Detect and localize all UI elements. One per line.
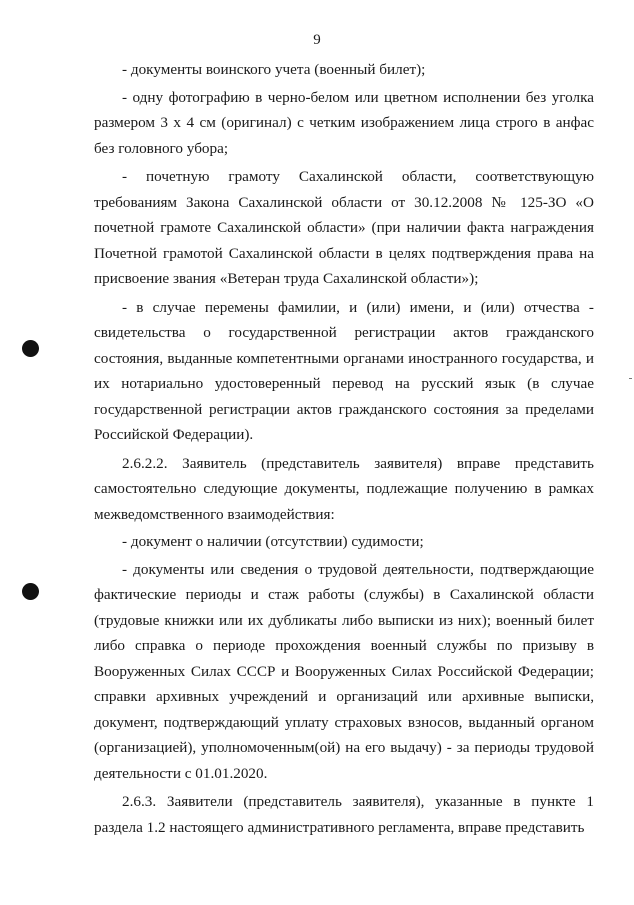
paragraph-photo: - одну фотографию в черно-белом или цветном исполнении без уголка размером 3 х 4 см (оригинал) с четким изображением лица строго в анфас без головного убора; [94,88,594,157]
paragraph-2-6-2-2: 2.6.2.2. Заявитель (представитель заявителя) вправе представить самостоятельно следующие документы, подлежащие получению в рамках межведомственного взаимодействия: [94,454,594,523]
paragraph-military-documents: - документы воинского учета (военный билет); [122,61,426,78]
punch-hole-mark [22,340,39,357]
paragraph-name-change: - в случае перемены фамилии, и (или) имени, и (или) отчества - свидетельства о государственной регистрации актов гражданского состояния, выданные компетентными органами иностранного государства, и их нотариально удостоверенный перевод на русский язык (в случае государственной регистрации актов гражданского состояния за пределами Российской Федерации). [94,298,594,443]
page-number: 9 [313,32,321,48]
paragraph-work-documents: - документы или сведения о трудовой деятельности, подтверждающие фактические периоды и стаж работы (службы) в Сахалинской области (трудовые книжки или их дубликаты либо выписки из них); военный билет либо справка о периоде прохождения военный службы по призыву в Вооруженных Силах СССР и Вооруженных Силах Российской Федерации; справки архивных учреждений и организаций или архивные выписки, документ, подтверждающий уплату страховых взносов, выданный органом (организацией), уполномоченным(ой) на его выдачу) - за периоды трудовой деятельности с 01.01.2020. [94,560,594,782]
punch-hole-mark [22,583,39,600]
paragraph-criminal-record: - документ о наличии (отсутствии) судимости; [122,533,424,550]
paragraph-2-6-3: 2.6.3. Заявители (представитель заявителя), указанные в пункте 1 раздела 1.2 настоящего административного регламента, вправе представить [94,793,594,836]
scan-speck [629,378,632,379]
paragraph-honor-certificate: - почетную грамоту Сахалинской области, соответствующую требованиям Закона Сахалинской области от 30.12.2008 № 125-ЗО «О почетной грамоте Сахалинской области» (при наличии факта награждения Почетной грамотой Сахалинской области в целях подтверждения права на присвоение звания «Ветеран труда Сахалинской области»); [94,168,594,287]
document-body [94,57,594,840]
